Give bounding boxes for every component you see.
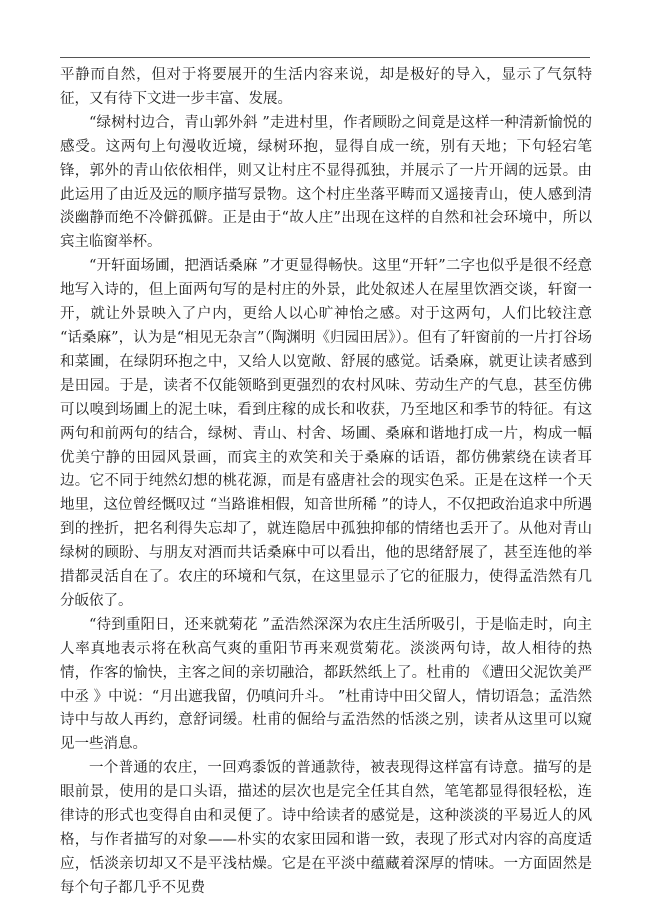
page-content <box>60 64 592 901</box>
paragraph-1: 平静而自然，但对于将要展开的生活内容来说，却是极好的导入，显示了气氛特征，又有待下文进一步丰富、发展。 <box>60 67 592 107</box>
page-bottom-margin <box>0 899 650 919</box>
paragraph-4: “待到重阳日，还来就菊花 ”孟浩然深深为农庄生活所吸引，于是临走时，向主人率真地表示将在秋高气爽的重阳节再来观赏菊花。淡淡两句诗，故人相待的热情，作客的愉快，主客之间的亲切融洽，都跃然纸上了。杜甫的 《遭田父泥饮美严中丞 》中说：“月出遮我留，仍嗔问升斗。 ”杜甫诗中田父留人，情切语急；孟浩然诗中与故人再约，意舒词缓。杜甫的倔给与孟浩然的恬淡之别，读者从这里可以窥见一些消息。 <box>60 616 592 753</box>
paragraph-2: “绿树村边合，青山郭外斜 ”走进村里，作者顾盼之间竟是这样一种清新愉悦的感受。这两句上句漫收近境，绿树环抱，显得自成一统，别有天地；下句轻宕笔锋，郭外的青山依依相伴，则又让村庄不显得孤独，并展示了一片开阔的远景。由此运用了由近及远的顺序描写景物。这个村庄坐落平畴而又遥接青山，使人感到清淡幽静而绝不冷僻孤僻。正是由于“故人庄”出现在这样的自然和社会环境中，所以宾主临窗举杯。 <box>60 114 592 251</box>
header-rule <box>60 57 590 58</box>
paragraph-3: “开轩面场圃，把酒话桑麻 ”才更显得畅快。这里“开轩”二字也似乎是很不经意地写入诗的，但上面两句写的是村庄的外景，此处叙述人在屋里饮酒交谈，轩窗一开，就让外景映入了户内，更给人以心旷神怡之感。对于这两句，人们比较注意 “话桑麻”，认为是“相见无杂言”（陶渊明《归园田居》）。但有了轩窗前的一片打谷场和菜圃，在绿阴环抱之中，又给人以宽敞、舒展的感觉。话桑麻，就更让读者感到是田园。于是，读者不仅能领略到更强烈的农村风味、劳动生产的气息，甚至仿佛可以嗅到场圃上的泥土味，看到庄稼的成长和收获，乃至地区和季节的特征。有这两句和前两句的结合，绿树、青山、村舍、场圃、桑麻和谐地打成一片，构成一幅优美宁静的田园风景画，而宾主的欢笑和关于桑麻的话语，都仿佛萦绕在读者耳边。它不同于纯然幻想的桃花源，而是有盛唐社会的现实色采。正是在这样一个天地里，这位曾经慨叹过 “当路谁相假，知音世所稀 ”的诗人，不仅把政治追求中所遇到的挫折，把名利得失忘却了，就连隐居中孤独抑郁的情绪也丢开了。从他对青山绿树的顾盼、与朋友对酒而共话桑麻中可以看出，他的思绪舒展了，甚至连他的举措都灵活自在了。农庄的环境和气氛，在这里显示了它的征服力，使得孟浩然有几分皈依了。 <box>60 258 592 609</box>
paragraph-5: 一个普通的农庄，一回鸡黍饭的普通款待，被表现得这样富有诗意。描写的是眼前景，使用的是口头语，描述的层次也是完全任其自然，笔笔都显得很轻松，连律诗的形式也变得自由和灵便了。诗中给读者的感觉是，这种淡淡的平易近人的风格，与作者描写的对象——朴实的农家田园和谐一致，表现了形式对内容的高度适应，恬淡亲切却又不是平浅枯燥。它是在平淡中蕴藏着深厚的情味。一方面固然是每个句子都几乎不见费 <box>60 760 592 896</box>
